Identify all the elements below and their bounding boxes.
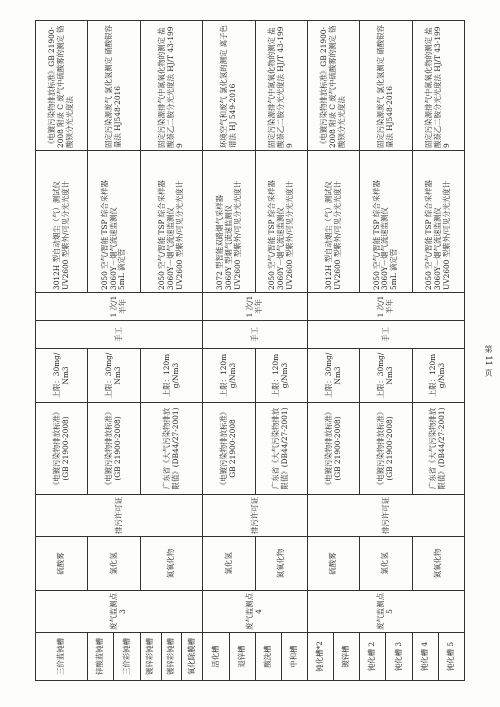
pollutant-cell: 硫酸雾 — [36, 537, 88, 591]
instrument-cell: 2050 空气/智能 TSP 综合采样器 3060Y－烟气流速监测仪 UV2600 型紫外/可见分光光度计 — [255, 151, 307, 293]
standard-cell: 广东省《大气污染物排放限值》(DB44/27-2001) — [255, 403, 307, 495]
limit-cell: 上限：120mg/Nm3 — [140, 349, 203, 403]
standard-cell: 广东省《大气污染物排放限值》(DB44/27-2001) — [412, 403, 464, 495]
method-cell: 手工 — [308, 321, 465, 349]
table-row — [88, 21, 114, 681]
limit-cell: 上限：30mg/Nm3 — [308, 349, 360, 403]
workshop-cell: 活化槽 — [203, 633, 229, 681]
standard-cell: 《电镀污染物排放标准》(GB 21900-2008) — [308, 403, 360, 495]
table-row — [360, 21, 386, 681]
permit-cell: 排污许可证 — [203, 495, 308, 537]
workshop-cell: 氧化除膜槽 — [182, 633, 203, 681]
monitoring-point-cell: 废气监测点 4 — [203, 591, 308, 633]
workshop-cell: 钝化槽 2 — [360, 633, 386, 681]
workshop-cell: 镀锌槽 — [334, 633, 360, 681]
analysis-method-cell: 固定污染源排气中氮氧化物的测定 盐酸萘乙二胺分光光度法 HJ/T 43-1999 — [140, 21, 203, 151]
analysis-method-cell: 《电镀污染物排放标准》GB 21900-2008 附录 C 废气中硫酸雾的测定 铬酸钡分光光度法 — [36, 21, 88, 151]
workshop-cell: 钝化槽 4 — [412, 633, 438, 681]
table-row — [140, 21, 161, 681]
analysis-method-cell: 固定污染源排气中氮氧化物的测定 盐酸萘乙二胺分光光度法 HJ/T 43-1999 — [412, 21, 464, 151]
pollutant-cell: 氮氧化物 — [255, 537, 307, 591]
analysis-method-cell: 固定污染源废气 氯化氢测定 硝酸银容量法 HJ548-2016 — [88, 21, 140, 151]
workshop-cell: 钝化槽*2 — [308, 633, 334, 681]
table-row — [203, 21, 229, 681]
frequency-cell: 1 次/1 半年 — [308, 293, 465, 321]
standard-cell: 《电镀污染物排放标准》GB 21900-2008 — [203, 403, 255, 495]
analysis-method-cell: 环境空气和废气 氯化氢的测定 离子色谱法 HJ 549-2016 — [203, 21, 255, 151]
permit-cell: 排污许可证 — [308, 495, 465, 537]
limit-cell: 上限：120mg/Nm3 — [412, 349, 464, 403]
rotated-table-container — [35, 21, 465, 681]
analysis-method-cell: 《电镀污染物排放标准》GB 21900-2008 附录 C 废气中硫酸雾的测定 铬酸钡分光光度法 — [308, 21, 360, 151]
frequency-cell: 1 次/1 半年 — [36, 293, 203, 321]
pollutant-cell: 硫酸雾 — [308, 537, 360, 591]
instrument-cell: 2050 空气/智能 TSP 综合采样器 3060Y－烟气流速监测仪 5mL 滴定管 — [360, 151, 412, 293]
workshop-cell: 酸洗槽 — [255, 633, 281, 681]
workshop-cell: 锌酸蓝钝槽 — [88, 633, 114, 681]
limit-cell: 上限：30mg/Nm3 — [36, 349, 88, 403]
table-row — [308, 21, 334, 681]
standard-cell: 广东省《大气污染物排放限值》(DB44/27-2001) — [140, 403, 203, 495]
frequency-cell: 1 次/1 半年 — [203, 293, 308, 321]
pollutant-cell: 氯化氢 — [360, 537, 412, 591]
pollutant-cell: 氯化氢 — [203, 537, 255, 591]
workshop-cell: 退锌槽 — [229, 633, 255, 681]
workshop-cell: 三价彩钝槽 — [114, 633, 140, 681]
instrument-cell: 3072 型智能双路烟气采样器 3060Y 型烟气流速监测仪 UV2600 型紫外/可见分光光度计 — [203, 151, 255, 293]
instrument-cell: 3012H 型自动烟尘（气）测试仪 UV2600 型紫外/可见分光光度计 — [308, 151, 360, 293]
instrument-cell: 2050 空气/智能 TSP 综合采样器 3060Y－烟气流速监测仪 UV2600 型紫外/可见分光光度计 — [412, 151, 464, 293]
method-cell: 手工 — [36, 321, 203, 349]
workshop-cell: 钝化槽 5 — [438, 633, 464, 681]
workshop-cell: 镀锌彩钝槽 — [161, 633, 182, 681]
pollutant-cell: 氮氧化物 — [140, 537, 203, 591]
workshop-cell: 中和槽 — [281, 633, 307, 681]
table-row — [255, 21, 281, 681]
workshop-cell: 三价蓝钝槽 — [36, 633, 88, 681]
instrument-cell: 2050 空气/智能 TSP 综合采样器 3060Y－烟气流速监测仪 5mL 滴定管 — [88, 151, 140, 293]
monitoring-point-cell: 废气监测点 5 — [308, 591, 465, 633]
monitoring-point-cell: 废气监测点 3 — [36, 591, 203, 633]
limit-cell: 上限：120mg/Nm3 — [255, 349, 307, 403]
pollutant-cell: 氮氧化物 — [412, 537, 464, 591]
table-row — [412, 21, 438, 681]
standard-cell: 《电镀污染物排放标准》(GB 21900-2008) — [360, 403, 412, 495]
limit-cell: 上限：30mg/Nm3 — [360, 349, 412, 403]
standard-cell: 《电镀污染物排放标准》(GB 21900-2008) — [36, 403, 88, 495]
standard-cell: 《电镀污染物排放标准》(GB 21900-2008) — [88, 403, 140, 495]
page-number: 第 11 页 — [484, 345, 493, 377]
method-cell: 手工 — [203, 321, 308, 349]
instrument-cell: 2050 空气/智能 TSP 综合采样器 3060Y－烟气流速监测仪 UV2600 型紫外/可见分光光度计 — [140, 151, 203, 293]
workshop-cell: 钝化槽 3 — [386, 633, 412, 681]
analysis-method-cell: 固定污染源排气中氮氧化物的测定 盐酸萘乙二胺分光光度法 HJ/T 43-1999 — [255, 21, 307, 151]
limit-cell: 上限：30mg/Nm3 — [88, 349, 140, 403]
permit-cell: 排污许可证 — [36, 495, 203, 537]
workshop-cell: 镀锌彩钝槽 — [140, 633, 161, 681]
instrument-cell: 3012H 型自动烟尘（气）测试仪 UV2600 型紫外/可见分光光度计 — [36, 151, 88, 293]
analysis-method-cell: 固定污染源废气 氯化氢测定 硝酸银容量法 HJ548-2016 — [360, 21, 412, 151]
limit-cell: 上限：120mg/Nm3 — [203, 349, 255, 403]
pollutant-cell: 氯化氢 — [88, 537, 140, 591]
monitoring-table — [35, 20, 465, 681]
table-row — [36, 21, 88, 681]
